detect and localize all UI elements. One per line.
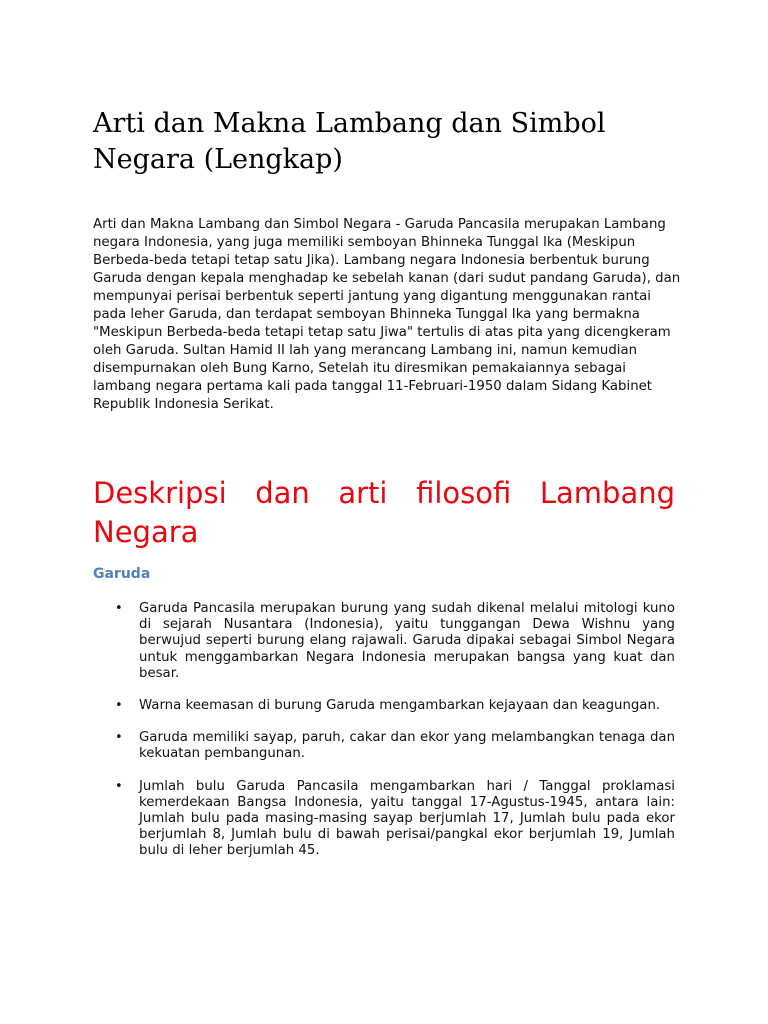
list-item: [115, 730, 675, 762]
list-item: [115, 779, 675, 860]
list-item: [115, 601, 675, 682]
list-item-text: Garuda Pancasila merupakan burung yang sudah dikenal melalui mitologi kuno di sejarah Nusantara (Indonesia), yaitu tunggangan Dewa Wishnu yang berwujud seperti burung elang rajawali. Garuda dipakai sebagai Simbol Negara untuk menggambarkan Negara Indonesia merupakan bangsa yang kuat dan besar.: [139, 601, 675, 681]
intro-paragraph: Arti dan Makna Lambang dan Simbol Negara - Garuda Pancasila merupakan Lambang negara Indonesia, yang juga memiliki semboyan Bhinneka Tunggal Ika (Meskipun Berbeda-beda tetapi tetap satu Jika). Lambang negara Indonesia berbentuk burung Garuda dengan kepala menghadap ke sebelah kanan (dari sudut pandang Garuda), dan mempunyai perisai berbentuk seperti jantung yang digantung menggunakan rantai pada leher Garuda, dan terdapat semboyan Bhinneka Tunggal Ika yang bermakna "Meskipun Berbeda-beda tetapi tetap satu Jiwa" tertulis di atas pita yang dicengkeram oleh Garuda. Sultan Hamid II lah yang merancang Lambang ini, namun kemudian disempurnakan oleh Bung Karno, Setelah itu diresmikan pemakaiannya sebagai lambang negara pertama kali pada tanggal 11-Februari-1950 dalam Sidang Kabinet Republik Indonesia Serikat.: [93, 217, 681, 412]
list-item-text: Jumlah bulu Garuda Pancasila mengambarkan hari / Tanggal proklamasi kemerdekaan Bangsa Indonesia, yaitu tanggal 17-Agustus-1945, antara lain: Jumlah bulu pada masing-masing sayap berjumlah 17, Jumlah bulu pada ekor berjumlah 8, Jumlah bulu di bawah perisai/pangkal ekor berjumlah 19, Jumlah bulu di leher berjumlah 45.: [139, 778, 675, 859]
page-title: Arti dan Makna Lambang dan Simbol Negara (Lengkap): [93, 108, 606, 175]
section-heading: Deskripsi dan arti filosofi Lambang Negara: [93, 476, 675, 549]
bullet-icon: •: [115, 730, 123, 746]
bullet-list: [115, 601, 675, 876]
list-item: [115, 698, 675, 714]
subheading-garuda: Garuda: [93, 566, 151, 582]
list-item-text: Garuda memiliki sayap, paruh, cakar dan ekor yang melambangkan tenaga dan kekuatan pembangunan.: [139, 730, 675, 762]
list-item-text: Warna keemasan di burung Garuda mengambarkan kejayaan dan keagungan.: [139, 698, 661, 714]
bullet-icon: •: [115, 698, 123, 714]
bullet-icon: •: [115, 778, 123, 794]
bullet-icon: •: [115, 601, 123, 616]
